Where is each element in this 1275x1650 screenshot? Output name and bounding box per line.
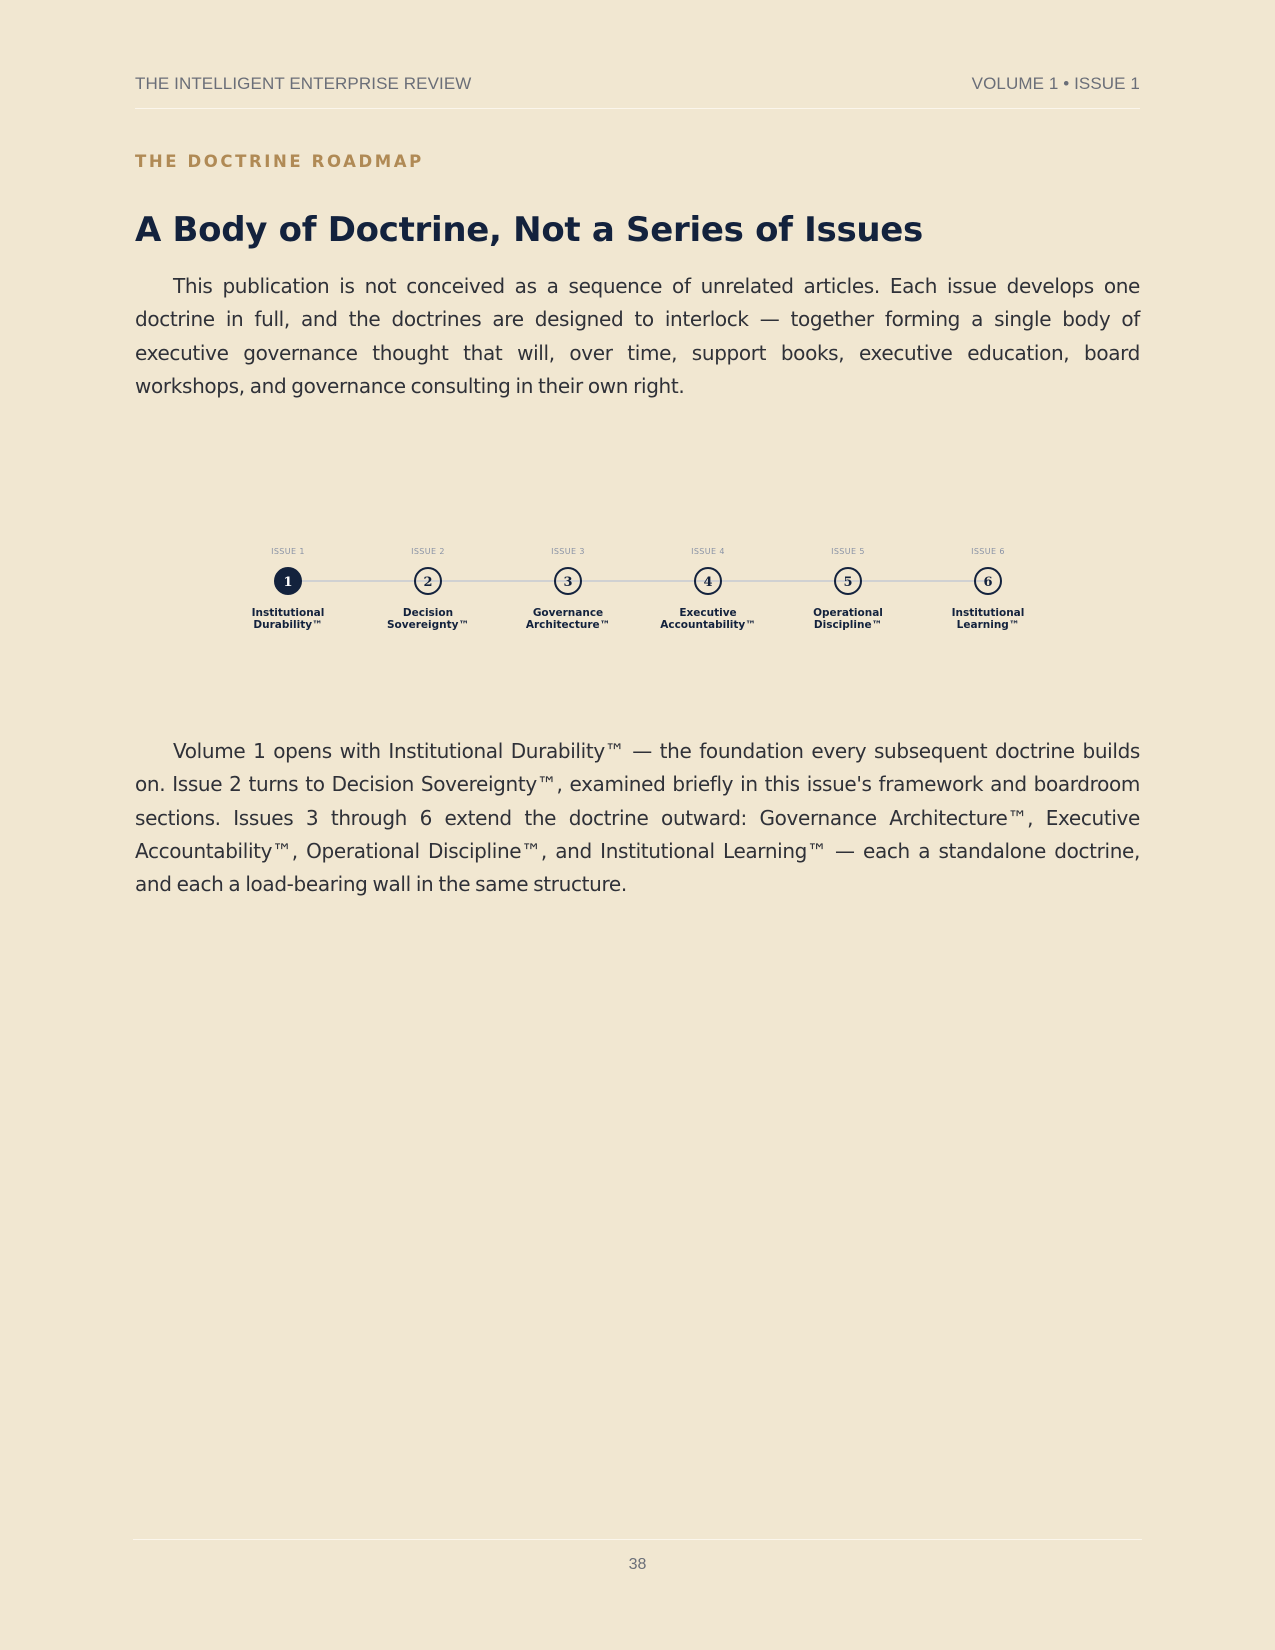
issue-label: ISSUE 5 — [831, 547, 865, 556]
roadmap-step-1 — [252, 547, 325, 631]
page-footer — [133, 1539, 1142, 1580]
issue-label: ISSUE 4 — [691, 547, 725, 556]
issue-number: 1 — [283, 575, 293, 590]
roadmap-step-4 — [660, 547, 756, 631]
doctrine-name-line2: Architecture™ — [525, 619, 611, 631]
doctrine-roadmap — [225, 540, 1075, 640]
section-kicker: THE DOCTRINE ROADMAP — [135, 152, 424, 171]
doctrine-name-line1: Executive — [679, 607, 737, 619]
doctrine-name-line1: Operational — [813, 607, 883, 619]
article-title: A Body of Doctrine, Not a Series of Issues — [135, 210, 923, 250]
intro-paragraph: This publication is not conceived as a sequence of unrelated articles. Each issue develops one doctrine in full, and the doctrines are designed to interlock — together forming a single body of executive governance thought that will, over time, support books, executive education, board workshops, and governance consulting in their own right. — [135, 274, 1140, 398]
issue-number: 3 — [563, 575, 573, 590]
doctrine-name-line1: Institutional — [251, 607, 325, 619]
issue-label: ISSUE 3 — [551, 547, 585, 556]
issue-number: 5 — [843, 575, 853, 590]
issue-number: 6 — [983, 575, 993, 590]
issue-label: ISSUE 2 — [411, 547, 445, 556]
publication-name: THE INTELLIGENT ENTERPRISE REVIEW — [135, 74, 472, 93]
doctrine-name-line1: Institutional — [951, 607, 1025, 619]
issue-label: ISSUE 6 — [971, 547, 1005, 556]
roadmap-step-6 — [952, 547, 1025, 631]
roadmap-step-3 — [526, 547, 610, 631]
doctrine-name-line1: Governance — [532, 607, 604, 619]
doctrine-name-line2: Learning™ — [956, 619, 1020, 631]
running-header — [135, 72, 1140, 109]
roadmap-step-2 — [387, 547, 469, 631]
page-number: 38 — [628, 1556, 647, 1573]
issue-number: 4 — [703, 575, 713, 590]
volume-issue: VOLUME 1 • ISSUE 1 — [971, 74, 1140, 93]
issue-label: ISSUE 1 — [271, 547, 305, 556]
body-paragraph: Volume 1 opens with Institutional Durability™ — the foundation every subsequent doctrine builds on. Issue 2 turns to Decision Sovereignty™, examined briefly in this issue's framework and boardroom sections. Issues 3 through 6 extend the doctrine outward: Governance Architecture™, Executive Accountability™, Operational Discipline™, and Institutional Learning™ — each a standalone doctrine, and each a load-bearing wall in the same structure. — [135, 739, 1140, 897]
doctrine-name-line2: Sovereignty™ — [387, 619, 469, 631]
doctrine-name-line1: Decision — [402, 607, 454, 619]
roadmap-step-5 — [813, 547, 883, 631]
doctrine-name-line2: Accountability™ — [660, 619, 756, 631]
doctrine-name-line2: Durability™ — [253, 619, 323, 631]
doctrine-name-line2: Discipline™ — [813, 619, 883, 631]
issue-number: 2 — [423, 575, 433, 590]
